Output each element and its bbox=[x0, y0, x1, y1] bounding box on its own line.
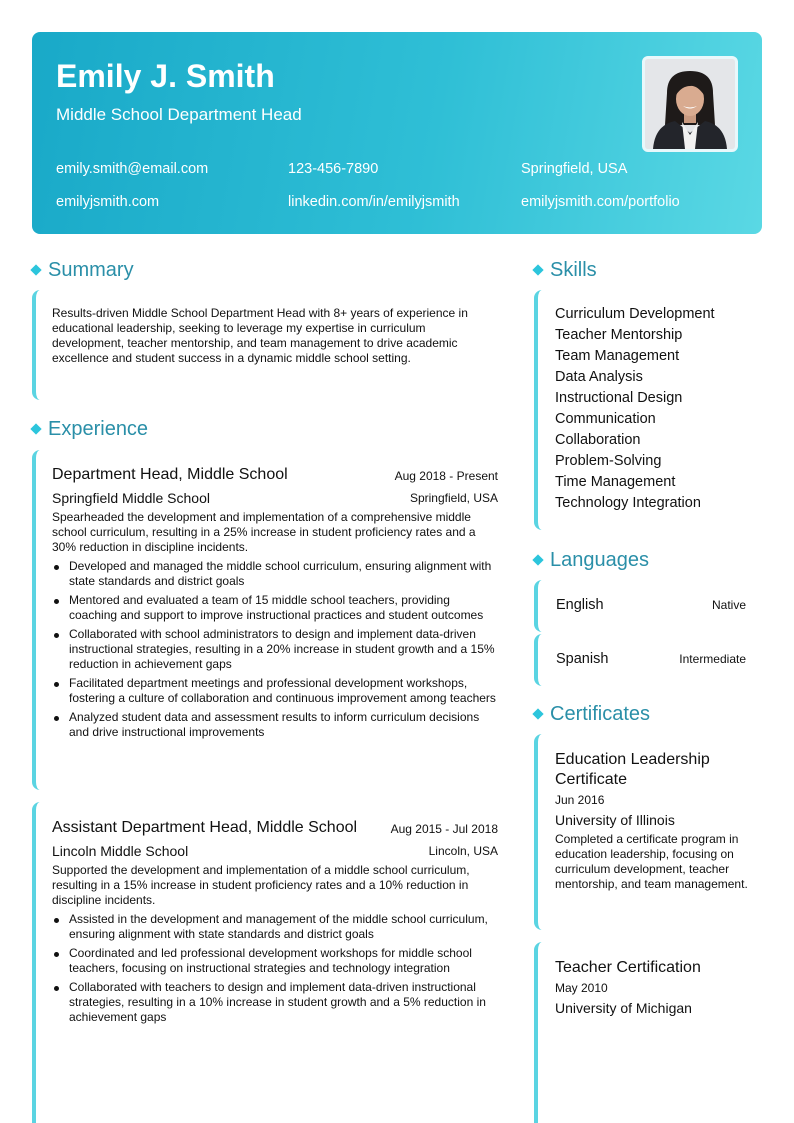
skill-item: Team Management bbox=[555, 348, 680, 364]
candidate-role: Middle School Department Head bbox=[56, 105, 302, 124]
certificate-date: May 2010 bbox=[555, 981, 608, 995]
language-level: Native bbox=[711, 598, 746, 612]
certificates-title: Certificates bbox=[550, 703, 651, 725]
skill-item: Data Analysis bbox=[555, 369, 643, 385]
bullet-item: Developed and managed the middle school curriculum, ensuring alignment with state standards and district goals bbox=[52, 559, 498, 589]
resume-header bbox=[32, 32, 762, 234]
bullet-item: Collaborated with teachers to design and implement data-driven instructional strategies, resulting in a 10% increase in student growth and a 5% reduction in achievement gaps bbox=[52, 980, 498, 1025]
certificate-entry bbox=[534, 734, 762, 930]
job-bullets bbox=[52, 912, 498, 1029]
experience-title: Experience bbox=[48, 418, 149, 440]
certificate-title: Teacher Certification bbox=[555, 959, 701, 976]
job-content bbox=[52, 450, 498, 790]
certificate-title: Education Leadership Certificate bbox=[555, 751, 710, 788]
candidate-name: Emily J. Smith bbox=[56, 58, 275, 94]
job-title: Department Head, Middle School bbox=[52, 466, 288, 483]
summary-diamond-icon bbox=[30, 264, 41, 275]
certificate-entry bbox=[534, 942, 762, 1123]
summary-text: Results-driven Middle School Department Head with 8+ years of experience in educational leadership, seeking to leverage my expertise in curriculum development, teacher mentorship, and team management to drive academic excellence and student success in a dynamic middle school setting. bbox=[52, 306, 468, 365]
job-entry bbox=[32, 802, 498, 1123]
skill-item: Time Management bbox=[555, 474, 676, 490]
job-location: Springfield, USA bbox=[409, 491, 498, 505]
language-row bbox=[534, 634, 746, 686]
job-company: Lincoln Middle School bbox=[52, 843, 189, 859]
certificate-date: Jun 2016 bbox=[555, 793, 605, 807]
skill-item: Collaboration bbox=[555, 432, 641, 448]
summary-block bbox=[32, 290, 498, 400]
bullet-item: Facilitated department meetings and professional development workshops, fostering a culture of collaboration and continuous improvement among teachers bbox=[52, 676, 498, 706]
languages-list bbox=[534, 580, 746, 690]
skills-title: Skills bbox=[550, 259, 597, 281]
certificate-description: Completed a certificate program in education leadership, focusing on curriculum development, teacher mentorship, and team management. bbox=[555, 832, 748, 891]
linkedin-link[interactable]: linkedin.com/in/emilyjsmith bbox=[288, 194, 460, 210]
language-name: English bbox=[556, 597, 604, 613]
job-content bbox=[52, 802, 498, 1123]
job-description: Spearheaded the development and implementation of a comprehensive middle school curriculum, resulting in a 25% increase in student proficiency rates and a 30% reduction in discipline incidents. bbox=[52, 510, 476, 554]
certificate-org: University of Michigan bbox=[555, 1000, 692, 1016]
languages-diamond-icon bbox=[532, 554, 543, 565]
email-link[interactable]: emily.smith@email.com bbox=[56, 161, 209, 177]
skills-block bbox=[534, 290, 762, 530]
bullet-item: Analyzed student data and assessment results to inform curriculum decisions and drive instructional improvements bbox=[52, 710, 498, 740]
skills-diamond-icon bbox=[532, 264, 543, 275]
languages-title: Languages bbox=[550, 549, 649, 571]
skill-item: Curriculum Development bbox=[555, 306, 715, 322]
language-row bbox=[534, 580, 746, 632]
skill-item: Instructional Design bbox=[555, 390, 683, 406]
job-description: Supported the development and implementation of a middle school curriculum, resulting in a 15% increase in student proficiency rates and a 10% reduction in discipline incidents. bbox=[52, 863, 470, 907]
portfolio-link[interactable]: emilyjsmith.com/portfolio bbox=[521, 194, 680, 210]
website-link[interactable]: emilyjsmith.com bbox=[56, 194, 160, 210]
certificate-org: University of Illinois bbox=[555, 812, 675, 828]
job-title: Assistant Department Head, Middle School bbox=[52, 819, 358, 836]
bullet-item: Coordinated and led professional development workshops for middle school teachers, focusing on instructional strategies and technology integration bbox=[52, 946, 498, 976]
certificate-content bbox=[555, 750, 750, 892]
language-level: Intermediate bbox=[679, 652, 746, 666]
job-company: Springfield Middle School bbox=[52, 490, 210, 506]
bullet-item: Collaborated with school administrators to design and implement data-driven instructional strategies, resulting in a 20% increase in student growth and a 15% reduction in achievement gaps bbox=[52, 627, 498, 672]
job-location: Lincoln, USA bbox=[428, 844, 498, 858]
skill-item: Technology Integration bbox=[555, 495, 701, 511]
skills-list bbox=[555, 304, 715, 514]
experience-diamond-icon bbox=[30, 423, 41, 434]
bullet-item: Mentored and evaluated a team of 15 middle school teachers, providing coaching and support to improve instructional practices and student outcomes bbox=[52, 593, 498, 623]
location-text: Springfield, USA bbox=[521, 161, 628, 177]
profile-photo bbox=[642, 56, 738, 152]
certificates-diamond-icon bbox=[532, 708, 543, 719]
skill-item: Communication bbox=[555, 411, 656, 427]
job-dates: Aug 2015 - Jul 2018 bbox=[390, 822, 498, 836]
skill-item: Problem-Solving bbox=[555, 453, 662, 469]
job-dates: Aug 2018 - Present bbox=[394, 469, 498, 483]
skill-item: Teacher Mentorship bbox=[555, 327, 683, 343]
job-entry bbox=[32, 450, 498, 790]
summary-title: Summary bbox=[48, 259, 134, 281]
certificate-content bbox=[555, 958, 750, 1017]
language-name: Spanish bbox=[556, 651, 609, 667]
bullet-item: Assisted in the development and management of the middle school curriculum, ensuring alignment with state standards and district goals bbox=[52, 912, 498, 942]
phone-number[interactable]: 123-456-7890 bbox=[288, 161, 379, 177]
job-bullets bbox=[52, 559, 498, 744]
